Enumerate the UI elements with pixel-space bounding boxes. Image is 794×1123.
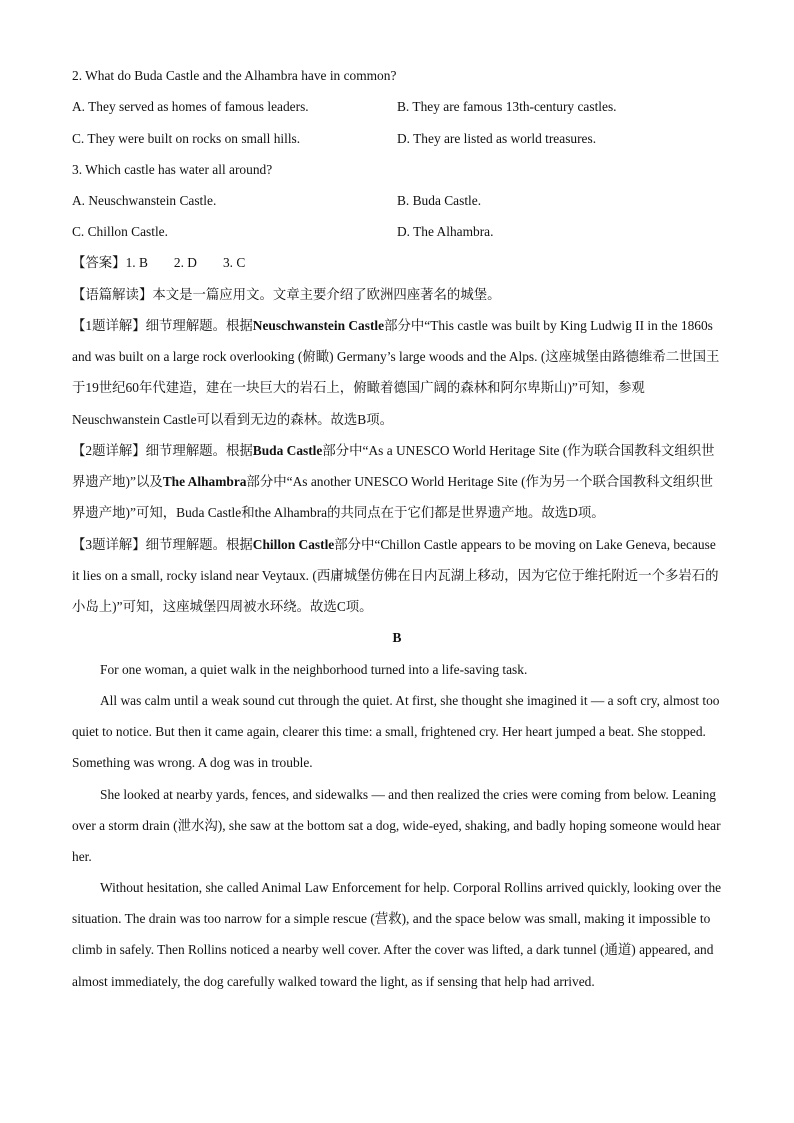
question-2-stem: 2. What do Buda Castle and the Alhambra have in common? [72,68,397,83]
explanation-1 [72,310,723,435]
castle-name: The Alhambra [162,474,247,490]
question-2-option-a: A. They served as homes of famous leaders. [72,99,309,114]
question-2-option-c: C. They were built on rocks on small hills. [72,131,301,146]
explanation-text: 部分中“As a UNESCO World Heritage Site (作为联合国教科文组织世界遗产地)”以及 [72,443,715,490]
castle-name: Chillon Castle [252,537,335,552]
question-3-option-d: D. The Alhambra. [397,224,494,239]
answer-tag: 【答案】 [72,255,126,270]
overview-tag: 【语篇解读】 [72,287,153,302]
explanation-text: 细节理解题。根据 [145,537,253,552]
overview-line [72,286,501,304]
answer-item: 3. C [222,255,246,270]
explanation-3 [72,529,723,623]
question-2-option-b: B. They are famous 13th-century castles. [397,99,617,114]
question-3-stem: 3. Which castle has water all around? [72,162,273,177]
castle-name: Neuschwanstein Castle [252,318,385,333]
explanation-2 [72,435,723,529]
explanation-text: 细节理解题。根据 [145,443,253,458]
explanation-text: 部分中“This castle was built by King Ludwig II in the 1860s and was built on a large rock overlooking (俯瞰) Germany’s large woods and the Alps. (这座城堡由路德维希二世国王于19世纪60年代建造，建在一块巨大的岩石上，俯瞰着德国广阔的森林和阿尔卑斯山)”可知，参观Neuschwanstein Castle可以看到无边的森林。故选B项。 [72,318,720,427]
explanation-tag: 【1题详解】 [72,318,146,333]
passage-paragraph: All was calm until a weak sound cut through the quiet. At first, she thought she imagined it — a soft cry, almost too quiet to notice. But then it came again, clearer this time: a small, frightened cry. Her heart jumped a beat. She stopped. Something was wrong. A dog was in trouble. [72,693,720,771]
answer-item: 2. D [173,255,197,270]
question-2-option-d: D. They are listed as world treasures. [397,131,597,146]
section-label: B [392,630,402,645]
explanation-text: 部分中“As another UNESCO World Heritage Site (作为另一个联合国教科文组织世界遗产地)”可知，Buda Castle和the Alhambra的共同点在于它们都是世界遗产地。故选D项。 [72,474,714,521]
explanation-text: 细节理解题。根据 [145,318,253,333]
explanation-text: 部分中“Chillon Castle appears to be moving on Lake Geneva, because it lies on a small, rocky island near Veytaux. (西庸城堡仿佛在日内瓦湖上移动，因为它位于维托附近一个多岩石的小岛上)”可知，这座城堡四周被水环绕。故选C项。 [72,537,719,615]
answer-line [72,254,245,272]
passage-paragraph: For one woman, a quiet walk in the neighborhood turned into a life-saving task. [100,662,528,677]
overview-text: 本文是一篇应用文。文章主要介绍了欧洲四座著名的城堡。 [152,287,501,302]
passage-paragraph: She looked at nearby yards, fences, and sidewalks — and then realized the cries were coming from below. Leaning over a storm drain (泄水沟), she saw at the bottom sat a dog, wide-eyed, shaking, and badly hoping someone would hear her. [72,787,721,865]
explanation-tag: 【2题详解】 [72,443,146,458]
question-3-option-c: C. Chillon Castle. [72,224,168,239]
question-3-option-a: A. Neuschwanstein Castle. [72,193,217,208]
question-3-option-b: B. Buda Castle. [397,193,482,208]
answer-item: 1. B [125,255,148,270]
castle-name: Buda Castle [252,443,323,458]
passage-paragraph: Without hesitation, she called Animal Law Enforcement for help. Corporal Rollins arrived quickly, looking over the situation. The drain was too narrow for a simple rescue (营救), and the space below was small, making it impossible to climb in safely. Then Rollins noticed a nearby well cover. After the cover was lifted, a dark tunnel (通道) appeared, and almost immediately, the dog carefully walked toward the light, as if sensing that help had arrived. [72,880,722,989]
explanation-tag: 【3题详解】 [72,537,146,552]
